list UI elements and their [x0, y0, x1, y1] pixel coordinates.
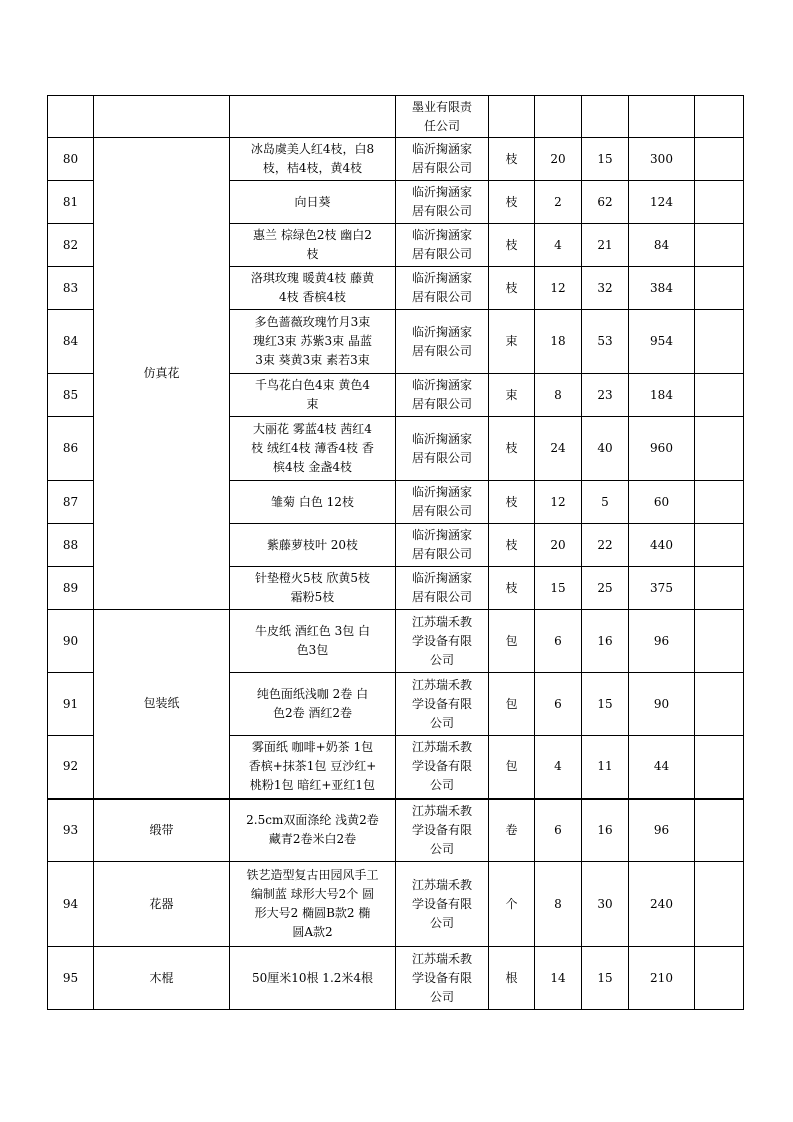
- item-number: 87: [48, 481, 94, 524]
- item-number: 82: [48, 224, 94, 267]
- supplier-name: 临沂掬涵家 居有限公司: [396, 267, 489, 310]
- category-cell: [94, 96, 230, 138]
- remark: [695, 267, 744, 310]
- unit: 枝: [489, 567, 535, 610]
- remark: [695, 947, 744, 1010]
- unit: 束: [489, 374, 535, 417]
- total-price: 300: [629, 138, 695, 181]
- supplier-name: 临沂掬涵家 居有限公司: [396, 138, 489, 181]
- remark: [695, 481, 744, 524]
- item-number: 92: [48, 736, 94, 799]
- supplier-name: 临沂掬涵家 居有限公司: [396, 567, 489, 610]
- total-price: 375: [629, 567, 695, 610]
- item-number: 94: [48, 862, 94, 947]
- category-cell: 木棍: [94, 947, 230, 1010]
- item-number: [48, 96, 94, 138]
- item-number: 85: [48, 374, 94, 417]
- remark: [695, 417, 744, 481]
- item-number: 83: [48, 267, 94, 310]
- quantity: 12: [535, 481, 582, 524]
- item-description: [230, 96, 396, 138]
- remark: [695, 96, 744, 138]
- unit-price: 16: [582, 610, 629, 673]
- total-price: 96: [629, 799, 695, 862]
- item-number: 84: [48, 310, 94, 374]
- remark: [695, 567, 744, 610]
- quantity: 20: [535, 524, 582, 567]
- unit: 枝: [489, 524, 535, 567]
- remark: [695, 374, 744, 417]
- unit: 枝: [489, 417, 535, 481]
- category-cell: 仿真花: [94, 138, 230, 610]
- quantity: 12: [535, 267, 582, 310]
- remark: [695, 224, 744, 267]
- item-description: 雾面纸 咖啡+奶茶 1包 香槟+抹茶1包 豆沙红+ 桃粉1包 暗红+亚红1包: [230, 736, 396, 799]
- quantity: 6: [535, 799, 582, 862]
- unit: [489, 96, 535, 138]
- item-number: 89: [48, 567, 94, 610]
- item-description: 冰岛虞美人红4枝，白8 枝，桔4枝，黄4枝: [230, 138, 396, 181]
- unit: 束: [489, 310, 535, 374]
- total-price: 84: [629, 224, 695, 267]
- remark: [695, 524, 744, 567]
- quantity: [535, 96, 582, 138]
- item-number: 90: [48, 610, 94, 673]
- unit: 包: [489, 736, 535, 799]
- quantity: 14: [535, 947, 582, 1010]
- remark: [695, 799, 744, 862]
- item-description: 向日葵: [230, 181, 396, 224]
- remark: [695, 862, 744, 947]
- total-price: 440: [629, 524, 695, 567]
- quantity: 2: [535, 181, 582, 224]
- supplier-name: 江苏瑞禾教 学设备有限 公司: [396, 673, 489, 736]
- unit: 根: [489, 947, 535, 1010]
- unit-price: 23: [582, 374, 629, 417]
- category-cell: 缎带: [94, 799, 230, 862]
- total-price: 960: [629, 417, 695, 481]
- unit-price: 25: [582, 567, 629, 610]
- total-price: 44: [629, 736, 695, 799]
- item-description: 多色蔷薇玫瑰竹月3束 瑰红3束 苏紫3束 晶蓝 3束 葵黄3束 素若3束: [230, 310, 396, 374]
- item-description: 紫藤萝枝叶 20枝: [230, 524, 396, 567]
- remark: [695, 181, 744, 224]
- item-number: 95: [48, 947, 94, 1010]
- item-table: [47, 95, 744, 1010]
- table-row: [48, 138, 744, 181]
- supplier-name: 江苏瑞禾教 学设备有限 公司: [396, 736, 489, 799]
- item-number: 86: [48, 417, 94, 481]
- total-price: 90: [629, 673, 695, 736]
- item-description: 惠兰 棕绿色2枝 幽白2 枝: [230, 224, 396, 267]
- table-row: [48, 799, 744, 862]
- unit: 枝: [489, 481, 535, 524]
- quantity: 15: [535, 567, 582, 610]
- supplier-name: 临沂掬涵家 居有限公司: [396, 374, 489, 417]
- item-description: 牛皮纸 酒红色 3包 白 色3包: [230, 610, 396, 673]
- quantity: 4: [535, 736, 582, 799]
- total-price: 124: [629, 181, 695, 224]
- unit-price: [582, 96, 629, 138]
- table-row: [48, 862, 744, 947]
- item-number: 93: [48, 799, 94, 862]
- item-description: 大丽花 雾蓝4枝 茜红4 枝 绒红4枝 薄香4枝 香 槟4枝 金盏4枝: [230, 417, 396, 481]
- item-number: 80: [48, 138, 94, 181]
- quantity: 24: [535, 417, 582, 481]
- unit-price: 40: [582, 417, 629, 481]
- category-cell: 包装纸: [94, 610, 230, 799]
- remark: [695, 310, 744, 374]
- quantity: 18: [535, 310, 582, 374]
- unit: 包: [489, 673, 535, 736]
- unit: 包: [489, 610, 535, 673]
- supplier-name: 临沂掬涵家 居有限公司: [396, 181, 489, 224]
- unit-price: 11: [582, 736, 629, 799]
- unit: 卷: [489, 799, 535, 862]
- unit-price: 22: [582, 524, 629, 567]
- supplier-name: 临沂掬涵家 居有限公司: [396, 224, 489, 267]
- unit-price: 15: [582, 947, 629, 1010]
- supplier-name: 墨业有限责 任公司: [396, 96, 489, 138]
- quantity: 6: [535, 673, 582, 736]
- total-price: 184: [629, 374, 695, 417]
- item-description: 千鸟花白色4束 黄色4 束: [230, 374, 396, 417]
- unit-price: 32: [582, 267, 629, 310]
- remark: [695, 138, 744, 181]
- remark: [695, 610, 744, 673]
- total-price: 384: [629, 267, 695, 310]
- supplier-name: 临沂掬涵家 居有限公司: [396, 417, 489, 481]
- quantity: 8: [535, 862, 582, 947]
- unit-price: 15: [582, 138, 629, 181]
- item-description: 50厘米10根 1.2米4根: [230, 947, 396, 1010]
- unit: 个: [489, 862, 535, 947]
- total-price: 96: [629, 610, 695, 673]
- table-row: [48, 947, 744, 1010]
- item-number: 81: [48, 181, 94, 224]
- supplier-name: 江苏瑞禾教 学设备有限 公司: [396, 799, 489, 862]
- supplier-name: 临沂掬涵家 居有限公司: [396, 481, 489, 524]
- supplier-name: 临沂掬涵家 居有限公司: [396, 524, 489, 567]
- unit-price: 5: [582, 481, 629, 524]
- total-price: 240: [629, 862, 695, 947]
- quantity: 20: [535, 138, 582, 181]
- item-number: 88: [48, 524, 94, 567]
- unit: 枝: [489, 267, 535, 310]
- table-row: [48, 610, 744, 673]
- supplier-name: 江苏瑞禾教 学设备有限 公司: [396, 610, 489, 673]
- item-description: 2.5cm双面涤纶 浅黄2卷 藏青2卷米白2卷: [230, 799, 396, 862]
- unit-price: 62: [582, 181, 629, 224]
- supplier-name: 江苏瑞禾教 学设备有限 公司: [396, 862, 489, 947]
- unit-price: 53: [582, 310, 629, 374]
- unit: 枝: [489, 138, 535, 181]
- unit: 枝: [489, 224, 535, 267]
- item-description: 铁艺造型复古田园风手工 编制蓝 球形大号2个 圆 形大号2 椭圆B款2 椭 圆A款2: [230, 862, 396, 947]
- table-row: [48, 96, 744, 138]
- unit-price: 16: [582, 799, 629, 862]
- remark: [695, 673, 744, 736]
- item-description: 针垫橙火5枝 欣黄5枝 霜粉5枝: [230, 567, 396, 610]
- unit-price: 30: [582, 862, 629, 947]
- item-description: 雏菊 白色 12枝: [230, 481, 396, 524]
- total-price: 210: [629, 947, 695, 1010]
- unit-price: 15: [582, 673, 629, 736]
- remark: [695, 736, 744, 799]
- supplier-name: 江苏瑞禾教 学设备有限 公司: [396, 947, 489, 1010]
- total-price: [629, 96, 695, 138]
- quantity: 4: [535, 224, 582, 267]
- item-number: 91: [48, 673, 94, 736]
- unit: 枝: [489, 181, 535, 224]
- item-description: 洛琪玫瑰 暖黄4枝 藤黄 4枝 香槟4枝: [230, 267, 396, 310]
- supplier-name: 临沂掬涵家 居有限公司: [396, 310, 489, 374]
- item-description: 纯色面纸浅咖 2卷 白 色2卷 酒红2卷: [230, 673, 396, 736]
- total-price: 60: [629, 481, 695, 524]
- category-cell: 花器: [94, 862, 230, 947]
- quantity: 8: [535, 374, 582, 417]
- total-price: 954: [629, 310, 695, 374]
- unit-price: 21: [582, 224, 629, 267]
- quantity: 6: [535, 610, 582, 673]
